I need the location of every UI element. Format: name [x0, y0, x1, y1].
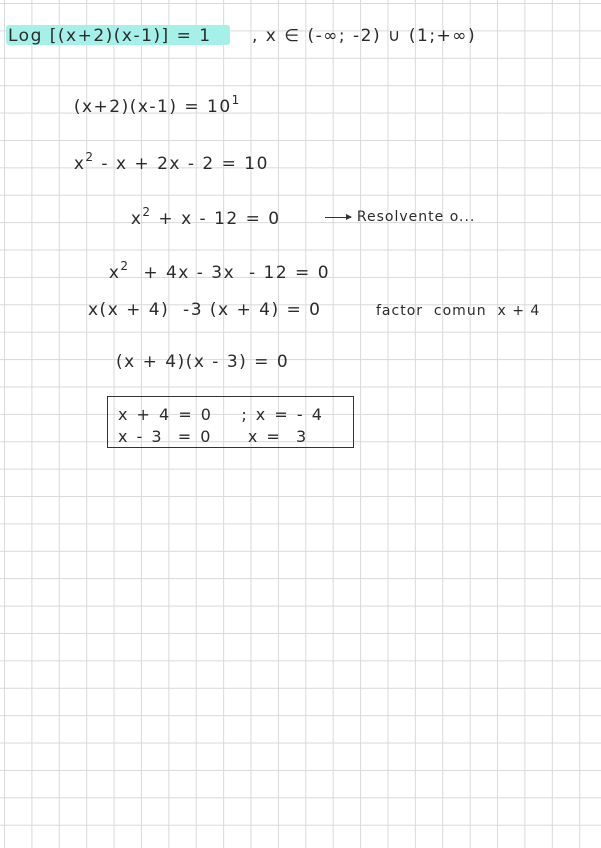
step-simplified: [117, 194, 281, 228]
variable: x: [108, 263, 121, 283]
solutions-box: [107, 396, 354, 448]
step-split-text: + 4x - 3x - 12 = 0: [129, 263, 331, 283]
exponent: 2: [85, 150, 95, 164]
exponent: 2: [120, 259, 130, 273]
solution-row-2: x - 3 = 0 x = 3: [118, 427, 309, 446]
step-exponential-text: (x+2)(x-1) = 10: [73, 97, 232, 117]
step-split: [95, 248, 330, 282]
exponent: 1: [231, 93, 241, 107]
step-expand: [60, 139, 269, 173]
step-exponential: [60, 82, 241, 116]
step-grouping: x(x + 4) -3 (x + 4) = 0: [88, 300, 322, 320]
domain-condition: , x ∈ (-∞; -2) ∪ (1;+∞): [252, 26, 477, 46]
step-factored: (x + 4)(x - 3) = 0: [116, 352, 290, 372]
arrow-icon: [325, 217, 351, 218]
note-resolvente-text: Resolvente o...: [356, 209, 476, 225]
equation-log: Log [(x+2)(x-1)] = 1: [8, 26, 212, 46]
exponent: 2: [142, 205, 152, 219]
step-simplified-text: + x - 12 = 0: [151, 209, 281, 229]
note-factor-comun: factor comun x + 4: [376, 303, 541, 319]
step-expand-text: - x + 2x - 2 = 10: [94, 154, 269, 174]
variable: x: [73, 154, 86, 174]
variable: x: [130, 209, 143, 229]
solution-row-1: x + 4 = 0 ; x = - 4: [118, 405, 324, 424]
note-resolvente: [314, 196, 475, 224]
